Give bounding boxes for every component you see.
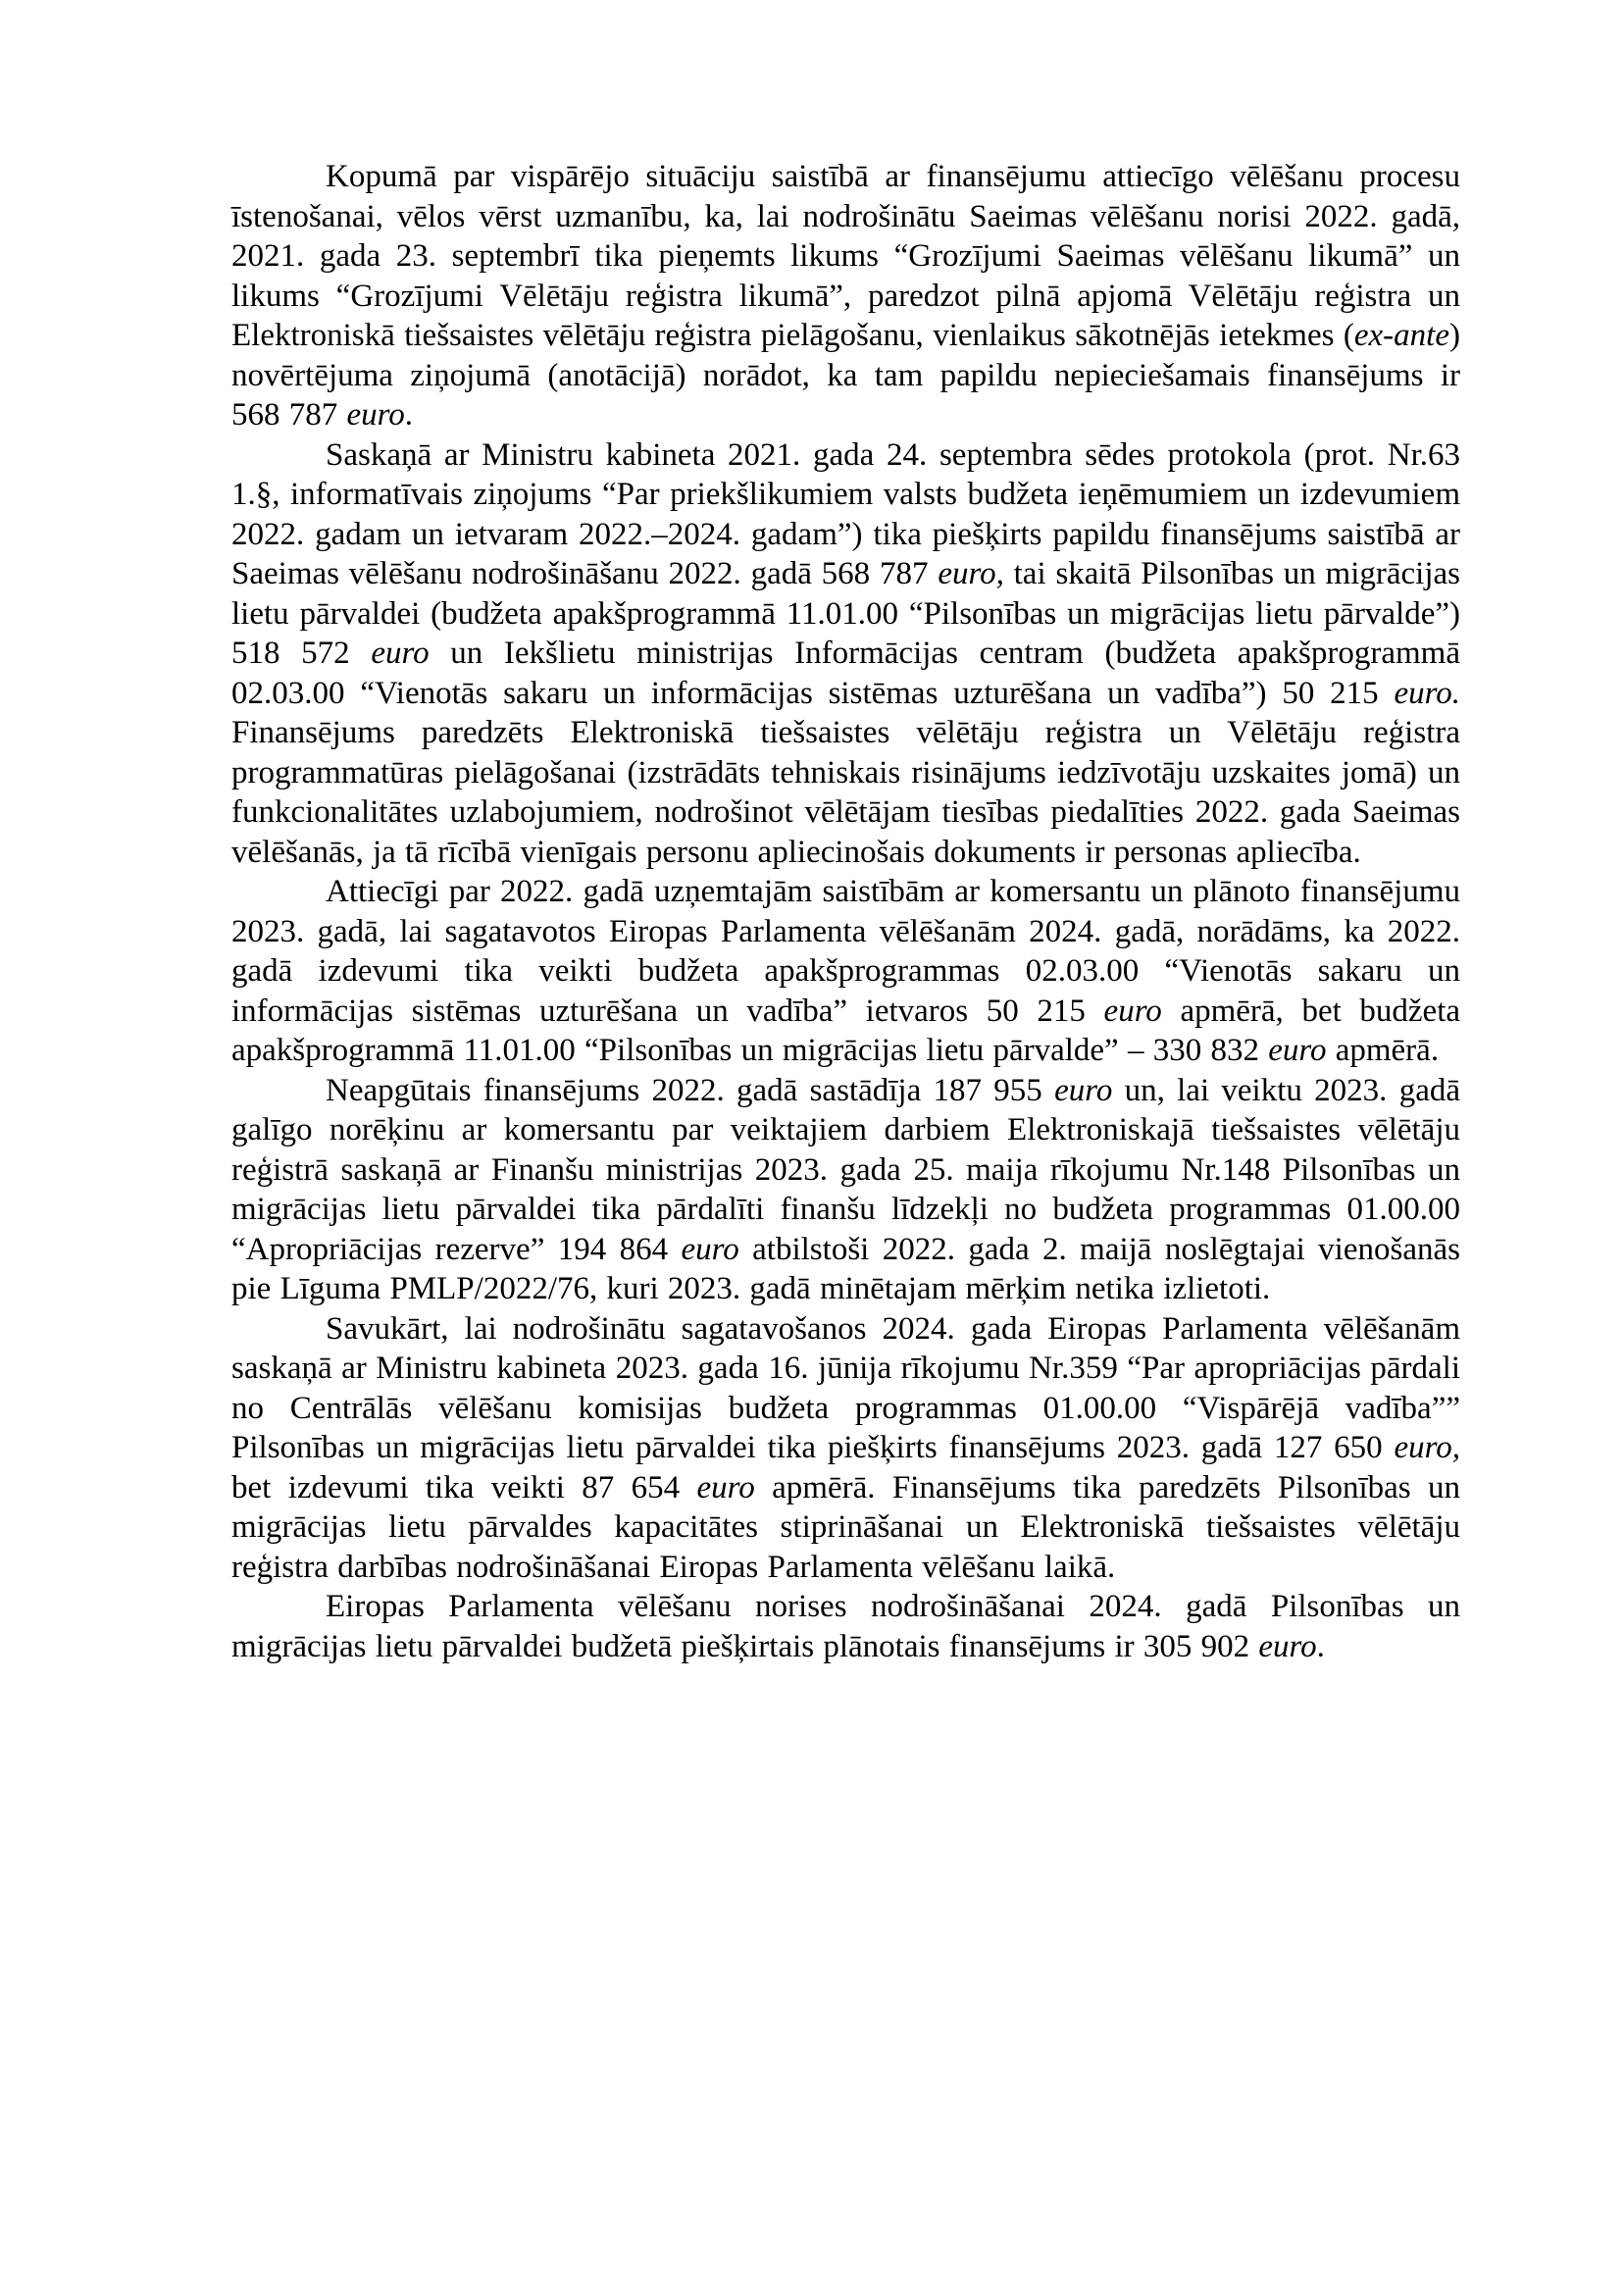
italic-text-run: euro <box>1054 1072 1113 1108</box>
paragraph <box>231 1071 1460 1309</box>
text-run: Kopumā par vispārējo situāciju saistībā ar finansējumu attiecīgo vēlēšanu procesu īstenošanai, vēlos vērst uzmanību, ka, lai nodrošinātu Saeimas vēlēšanu norisi 2022. gadā, 2021. gada 23. septembrī tika pieņemts likums “Grozījumi Saeimas vēlēšanu likumā” un likums “Grozījumi Vēlētāju reģistra likumā”, paredzot pilnā apjomā Vēlētāju reģistra un Elektroniskā tiešsaistes vēlētāju reģistra pielāgošanu, vienlaikus sākotnējās ietekmes ( <box>231 159 1460 353</box>
text-run: un Iekšlietu ministrijas Informācijas centram (budžeta apakšprogrammā 02.03.00 “Vienotās sakaru un informācijas sistēmas uzturēšana un vadība”) 50 215 <box>231 636 1460 711</box>
text-run: . <box>1316 1628 1325 1664</box>
text-run: tai skaitā Pilsonības un migrācijas lietu pārvaldei (budžeta apakšprogrammā 11.01.00 “Pilsonības un migrācijas lietu pārvalde”) 518 572 <box>231 556 1460 671</box>
paragraph <box>231 1309 1460 1588</box>
paragraph <box>231 1587 1460 1666</box>
paragraph <box>231 157 1460 435</box>
text-run: apmērā. <box>1326 1033 1440 1068</box>
italic-text-run: euro <box>681 1231 739 1267</box>
italic-text-run: euro <box>696 1469 755 1505</box>
italic-text-run: euro, <box>1394 1430 1460 1465</box>
italic-text-run: euro <box>1103 993 1162 1029</box>
text-run: un, lai veiktu 2023. gadā galīgo norēķinu ar komersantu par veiktajiem darbiem Elektroniskajā tiešsaistes vēlētāju reģistrā saskaņā ar Finanšu ministrijas 2023. gada 25. maija rīkojumu Nr.148 Pilsonības un migrācijas lietu pārvaldei tika pārdalīti finanšu līdzekļi no budžeta programmas 01.00.00 “Apropriācijas rezerve” 194 864 <box>231 1072 1460 1267</box>
text-run: bet izdevumi tika veikti 87 654 <box>231 1469 697 1505</box>
document-body <box>231 157 1460 1666</box>
text-run: . <box>404 397 414 433</box>
text-run: apmērā, bet budžeta apakšprogrammā 11.01.00 “Pilsonības un migrācijas lietu pārvalde” – 330 832 <box>231 993 1461 1068</box>
text-run: apmērā. Finansējums tika paredzēts Pilsonības un migrācijas lietu pārvaldes kapacitātes stiprināšanai un Elektroniskā tiešsaistes vēlētāju reģistra darbības nodrošināšanai Eiropas Parlamenta vēlēšanu laikā. <box>231 1469 1460 1585</box>
text-run: atbilstoši 2022. gada 2. maijā noslēgtajai vienošanās pie Līguma PMLP/2022/76, kuri 2023. gadā minētajam mērķim netika izlietoti. <box>231 1231 1460 1306</box>
text-run: Savukārt, lai nodrošinātu sagatavošanos 2024. gada Eiropas Parlamenta vēlēšanām saskaņā ar Ministru kabineta 2023. gada 16. jūnija rīkojumu Nr.359 “Par apropriācijas pārdali no Centrālās vēlēšanu komisijas budžeta programmas 01.00.00 “Vispārējā vadība”” Pilsonības un migrācijas lietu pārvaldei tika piešķirts finansējums 2023. gadā 127 650 <box>231 1310 1460 1465</box>
italic-text-run: ex-ante <box>1353 318 1449 353</box>
italic-text-run: euro <box>371 636 430 671</box>
italic-text-run: euro, <box>938 556 1004 591</box>
text-run: Saskaņā ar Ministru kabineta 2021. gada 24. septembra sēdes protokola (prot. Nr.63 1.§, informatīvais ziņojums “Par priekšlikumiem valsts budžeta ieņēmumiem un izdevumiem 2022. gadam un ietvaram 2022.–2024. gadam”) tika piešķirts papildu finansējums saistībā ar Saeimas vēlēšanu nodrošināšanu 2022. gadā 568 787 <box>231 436 1460 591</box>
italic-text-run: euro <box>346 397 405 433</box>
text-run: Attiecīgi par 2022. gadā uzņemtajām saistībām ar komersantu un plānoto finansējumu 2023. gadā, lai sagatavotos Eiropas Parlamenta vēlēšanām 2024. gadā, norādāms, ka 2022. gadā izdevumi tika veikti budžeta apakšprogrammas 02.03.00 “Vienotās sakaru un informācijas sistēmas uzturēšana un vadība” ietvaros 50 215 <box>231 874 1460 1029</box>
text-run: Eiropas Parlamenta vēlēšanu norises nodrošināšanai 2024. gadā Pilsonības un migrācijas lietu pārvaldei budžetā piešķirtais plānotais finansējums ir 305 902 <box>231 1589 1460 1664</box>
italic-text-run: euro. <box>1394 675 1460 711</box>
paragraph <box>231 872 1460 1071</box>
text-run: Neapgūtais finansējums 2022. gadā sastādīja 187 955 <box>326 1072 1055 1108</box>
paragraph <box>231 435 1460 873</box>
italic-text-run: euro <box>1268 1033 1327 1068</box>
italic-text-run: euro <box>1258 1628 1317 1664</box>
text-run: Finansējums paredzēts Elektroniskā tiešsaistes vēlētāju reģistra un Vēlētāju reģistra programmatūras pielāgošanai (izstrādāts tehniskais risinājums iedzīvotāju uzskaites jomā) un funkcionalitātes uzlabojumiem, nodrošinot vēlētājam tiesības piedalīties 2022. gada Saeimas vēlēšanās, ja tā rīcībā vienīgais personu apliecinošais dokuments ir personas apliecība. <box>231 715 1460 870</box>
text-run: ) novērtējuma ziņojumā (anotācijā) norādot, ka tam papildu nepieciešamais finansējums ir 568 787 <box>231 318 1460 433</box>
